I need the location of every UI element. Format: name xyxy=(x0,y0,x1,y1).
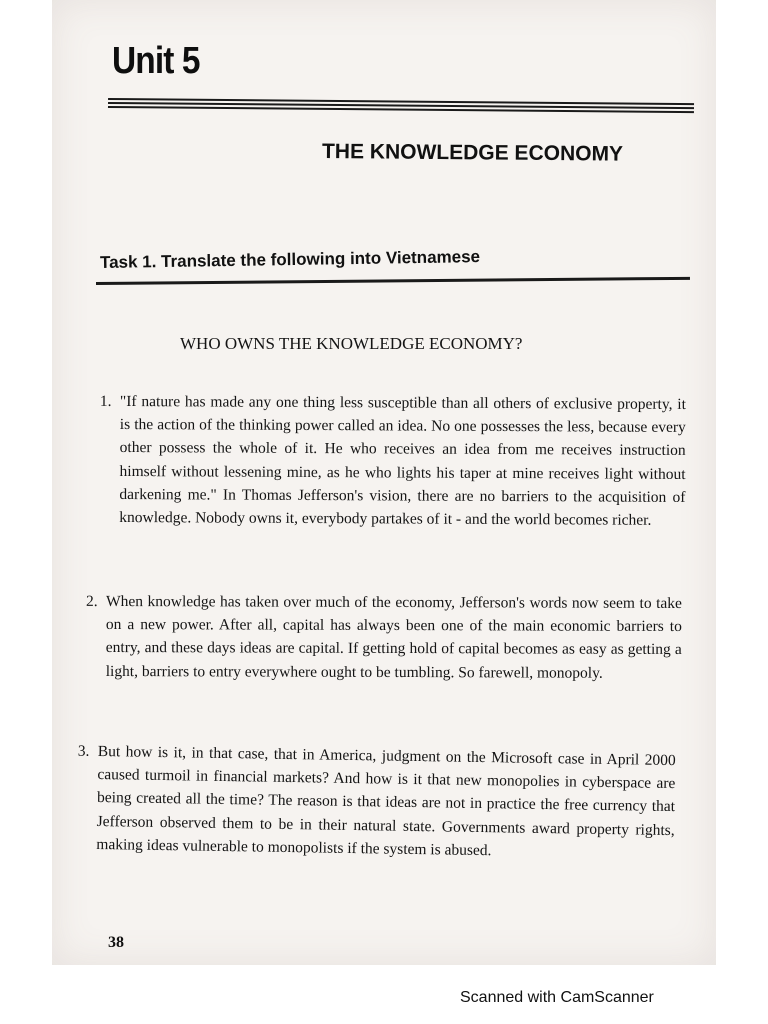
paragraph-3 xyxy=(77,740,676,865)
paragraph-2 xyxy=(85,590,682,685)
unit-title: Unit 5 xyxy=(112,40,200,82)
article-heading: WHO OWNS THE KNOWLEDGE ECONOMY? xyxy=(180,334,523,353)
task-title: Task 1. Translate the following into Vietnamese xyxy=(99,247,481,272)
paragraph-text: But how is it, in that case, that in America, judgment on the Microsoft case in April 2000 caused turmoil in financial markets? And how is it that new monopolies in cyberspace are being created all the time? The reason is that ideas are not in practice the free currency that Jefferson observed them to be in their natural state. Governments award property rights, making ideas vulnerable to monopolists if the system is abused. xyxy=(96,742,676,860)
paragraph-number: 2. xyxy=(85,592,98,610)
paragraph-number: 1. xyxy=(99,392,112,410)
paragraph-text: "If nature has made any one thing less susceptible than all others of exclusive property, it is the action of the thinking power called an idea. No one possesses the less, because every other possess the whole of it. He who receives an idea from me receives instruction himself without lessening mine, as he who lights his taper at mine receives light without darkening me." In Thomas Jefferson's vision, there are no barriers to the acquisition of knowledge. Nobody owns it, everybody partakes of it - and the world becomes richer. xyxy=(119,392,686,529)
scanner-watermark: Scanned with CamScanner xyxy=(460,989,654,1006)
unit-subtitle: THE KNOWLEDGE ECONOMY xyxy=(321,140,624,166)
paragraph-text: When knowledge has taken over much of the economy, Jefferson's words now seem to take on a new power. After all, capital has always been one of the main economic barriers to entry, and these days ideas are capital. If getting hold of capital becomes as easy as getting a light, barriers to entry everywhere ought to be tumbling. So farewell, monopoly. xyxy=(105,593,682,682)
task-underline xyxy=(96,277,690,285)
title-double-rule xyxy=(108,98,694,117)
book-page xyxy=(52,0,716,965)
page-number: 38 xyxy=(108,934,124,951)
paragraph-1 xyxy=(99,390,686,532)
paragraph-number: 3. xyxy=(77,742,90,760)
